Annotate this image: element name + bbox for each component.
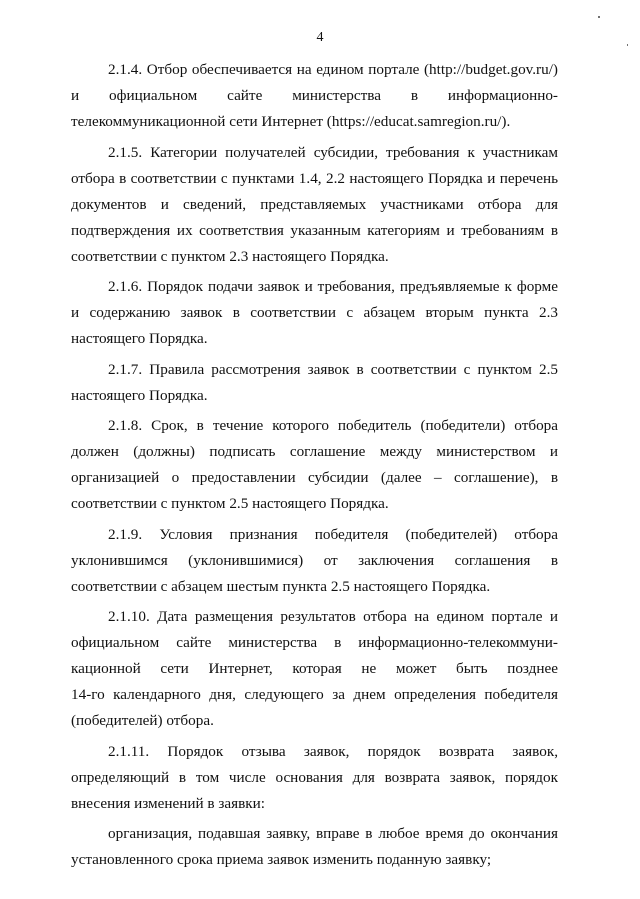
text-line: определяющий в том числе основания для возврата заявок, порядок — [71, 768, 558, 786]
text-line: и официальном сайте министерства в информационно- — [71, 87, 558, 104]
paragraph-2-1-7 — [71, 357, 558, 409]
paragraph-2-1-9 — [71, 522, 558, 600]
text-line: настоящего Порядка. — [71, 330, 208, 347]
text-line: соответствии с пунктом 2.5 настоящего Порядка. — [71, 495, 389, 512]
text-line: организация, подавшая заявку, вправе в любое время до окончания — [108, 825, 558, 842]
text-line: соответствии с абзацем шестым пункта 2.5 настоящего Порядка. — [71, 577, 491, 595]
text-line: 14-го календарного дня, следующего за днем определения победителя — [71, 686, 558, 703]
text-line: телекоммуникационной сети Интернет (https://educat.samregion.ru/). — [71, 113, 511, 130]
text-line: уклонившимся (уклонившимися) от заключения соглашения в — [71, 551, 558, 569]
text-line: установленного срока приема заявок изменить поданную заявку; — [71, 851, 492, 868]
text-line: 2.1.8. Срок, в течение которого победитель (победители) отбора — [108, 417, 558, 434]
text-line: 2.1.5. Категории получателей субсидии, требования к участникам — [108, 143, 558, 161]
text-line: и содержанию заявок в соответствии с абзацем вторым пункта 2.3 — [71, 304, 558, 321]
text-line: 2.1.4. Отбор обеспечивается на едином портале (http://budget.gov.ru/) — [108, 61, 558, 78]
text-line: (победителей) отбора. — [71, 712, 214, 729]
scan-speck — [627, 44, 628, 46]
paragraph-2-1-10 — [71, 604, 558, 734]
paragraph-2-1-6 — [71, 274, 558, 352]
paragraph-2-1-5 — [71, 140, 558, 270]
text-line: 2.1.6. Порядок подачи заявок и требования, предъявляемые к форме — [108, 278, 558, 295]
paragraph-2-1-8 — [71, 413, 558, 517]
text-line: должен (должны) подписать соглашение между министерством и — [71, 443, 558, 460]
text-line: отбора в соответствии с пунктами 1.4, 2.2 настоящего Порядка и перечень — [71, 169, 558, 187]
text-line: подтверждения их соответствия указанным категориям и требованиям в — [71, 221, 558, 239]
paragraph-2-1-4 — [71, 57, 558, 135]
text-line: официальном сайте министерства в информационно-телекоммуни- — [71, 634, 558, 651]
text-line: документов и сведений, представляемых участниками отбора для — [71, 195, 558, 213]
text-line: организацией о предоставлении субсидии (далее – соглашение), в — [71, 469, 558, 486]
text-line: 2.1.7. Правила рассмотрения заявок в соответствии с пунктом 2.5 — [108, 360, 558, 378]
paragraph-2-1-11 — [71, 739, 558, 817]
page-number: 4 — [316, 30, 324, 45]
text-line: настоящего Порядка. — [71, 386, 208, 404]
text-line: внесения изменений в заявки: — [71, 794, 266, 812]
document-body — [71, 57, 558, 878]
text-line: 2.1.10. Дата размещения результатов отбора на едином портале и — [108, 608, 558, 625]
scan-speck — [598, 16, 600, 18]
text-line: 2.1.11. Порядок отзыва заявок, порядок возврата заявок, — [108, 742, 558, 760]
text-line: соответствии с пунктом 2.3 настоящего Порядка. — [71, 247, 389, 265]
paragraph-withdrawal-rule — [71, 821, 558, 873]
text-line: кационной сети Интернет, которая не может быть позднее — [71, 660, 558, 677]
text-line: 2.1.9. Условия признания победителя (победителей) отбора — [108, 525, 558, 543]
